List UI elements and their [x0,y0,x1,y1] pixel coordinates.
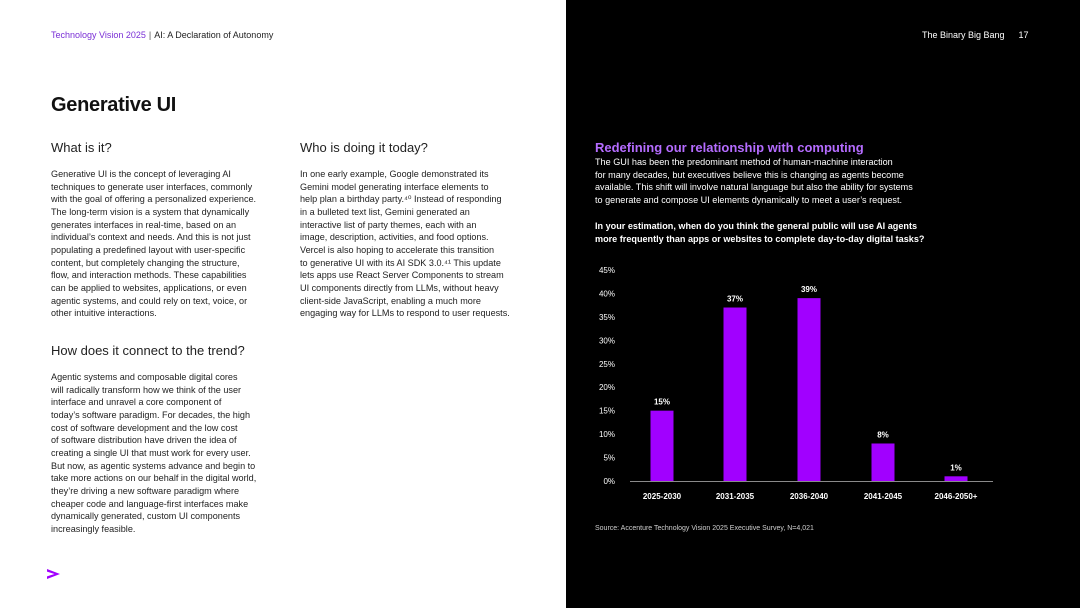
bar [651,411,674,481]
bar-value-label: 8% [877,430,889,440]
bar [798,298,821,481]
connect-line: will radically transform how we think of the user [51,384,242,395]
what-is-it-line: Generative UI is the concept of leveraging AI [51,169,231,179]
chart-description-line: available. This shift will involve natural language but also the ability for systems [595,182,913,193]
bar-value-label: 37% [726,294,744,304]
who-line: interactive list of party themes, each with an [300,219,477,230]
x-category-label: 2041-2045 [863,492,903,501]
connect-line: cost of software development and the low cost [51,422,238,433]
who-line: in a bulleted text list, Gemini generated an [300,206,470,217]
what-is-it-line: other intuitive interactions. [51,308,157,319]
page-number: 17 [1018,30,1029,40]
what-is-it-line: individual’s context and needs. And this is not just [51,232,251,243]
who-line: UI components directly from LLMs, without heavy [300,282,499,293]
bar-chart [566,250,1080,520]
who-line: Gemini model generating interface elements to [300,181,489,192]
chart-section-title: Redefining our relationship with computing [595,140,864,155]
what-is-it-line: content, but completely changing the structure, [51,257,240,268]
connect-line: today’s software paradigm. For decades, the high [51,409,250,420]
what-is-it-line: populating a predefined layout with user-specific [51,244,246,255]
survey-question-line: more frequently than apps or websites to complete day-to-day digital tasks? [595,233,925,244]
bar [872,443,895,481]
what-is-it-line: flow, and interaction methods. These capabilities [51,270,247,281]
bar [724,308,747,481]
who-line: Vercel is also hoping to accelerate this transition [300,244,495,255]
bar-value-label: 15% [653,397,671,407]
y-tick-label: 5% [603,453,615,463]
y-tick-label: 0% [603,477,615,486]
what-is-it-line: agentic systems, and could rely on text, voice, or [51,295,248,306]
connect-body [51,371,291,536]
who-heading: Who is doing it today? [300,140,428,155]
x-category-label: 2031-2035 [715,492,755,501]
section-name: The Binary Big Bang [922,30,1005,40]
chart-description-line: for many decades, but executives believe this is changing as agents become [595,169,904,180]
report-subtitle: AI: A Declaration of Autonomy [154,30,274,40]
header-separator: | [148,30,152,40]
connect-line: they’re driving a new software paradigm where [51,485,240,496]
x-category-label: 2046-2050+ [934,492,978,501]
chart-description [595,156,955,206]
x-category-label: 2036-2040 [789,492,829,501]
y-tick-label: 25% [598,359,615,369]
connect-line: dynamically generated, custom UI components [51,511,241,522]
header-breadcrumb [51,30,273,41]
what-is-it-line: can be applied to websites, applications, or even [51,282,247,293]
connect-line: cheaper code and language-first interfaces make [51,498,249,509]
who-line: In one early example, Google demonstrated its [300,169,489,179]
who-line: lets apps use React Server Components to stream [300,270,504,281]
y-tick-label: 40% [598,289,615,299]
bar-value-label: 39% [800,285,818,295]
y-tick-label: 15% [598,406,615,416]
connect-line: interface and unravel a core component of [51,397,222,408]
survey-question [595,220,955,245]
chart-source: Source: Accenture Technology Vision 2025 Executive Survey, N=4,021 [595,525,814,532]
y-tick-label: 20% [598,383,615,393]
who-line: image, description, activities, and food options. [300,232,489,243]
connect-line: increasingly feasible. [51,523,136,534]
page-title: Generative UI [51,94,177,116]
connect-line: creating a single UI that must work for every user. [51,447,251,458]
chart-description-line: The GUI has been the predominant method of human-machine interaction [595,157,893,167]
what-is-it-body [51,168,291,320]
y-tick-label: 35% [598,312,615,322]
what-is-it-line: generates interfaces in real-time, based on an [51,219,237,230]
y-tick-label: 10% [598,430,615,440]
what-is-it-line: The long-term vision is a system that dynamically [51,206,250,217]
what-is-it-line: with the goal of offering a personalized experience. [51,194,257,205]
accenture-arrow-logo [46,566,64,582]
connect-line: But now, as agentic systems advance and begin to [51,460,256,471]
what-is-it-heading: What is it? [51,140,112,155]
who-line: client-side JavaScript, enabling a much more [300,295,481,306]
chart-description-line: to generate and compose UI elements dynamically to meet a user’s request. [595,194,902,205]
what-is-it-line: techniques to generate user interfaces, commonly [51,181,253,192]
survey-question-line: In your estimation, when do you think the general public will use AI agents [595,221,918,231]
connect-line: of software distribution have driven the idea of [51,435,237,446]
report-series-title: Technology Vision 2025 [51,30,146,40]
connect-line: Agentic systems and composable digital cores [51,372,238,382]
bar [945,476,968,481]
x-category-label: 2025-2030 [642,492,682,501]
y-tick-label: 30% [598,336,615,346]
header-section [922,30,1029,41]
who-line: engaging way for LLMs to respond to user requests. [300,308,510,319]
bar-value-label: 1% [950,463,962,473]
connect-line: take more actions on our behalf in the digital world, [51,473,257,484]
who-line: help plan a birthday party.⁴⁰ Instead of responding [300,194,502,205]
who-body [300,168,540,320]
who-line: to generative UI with its AI SDK 3.0.⁴¹ This update [300,257,501,268]
y-tick-label: 45% [598,266,615,275]
connect-heading: How does it connect to the trend? [51,343,245,358]
